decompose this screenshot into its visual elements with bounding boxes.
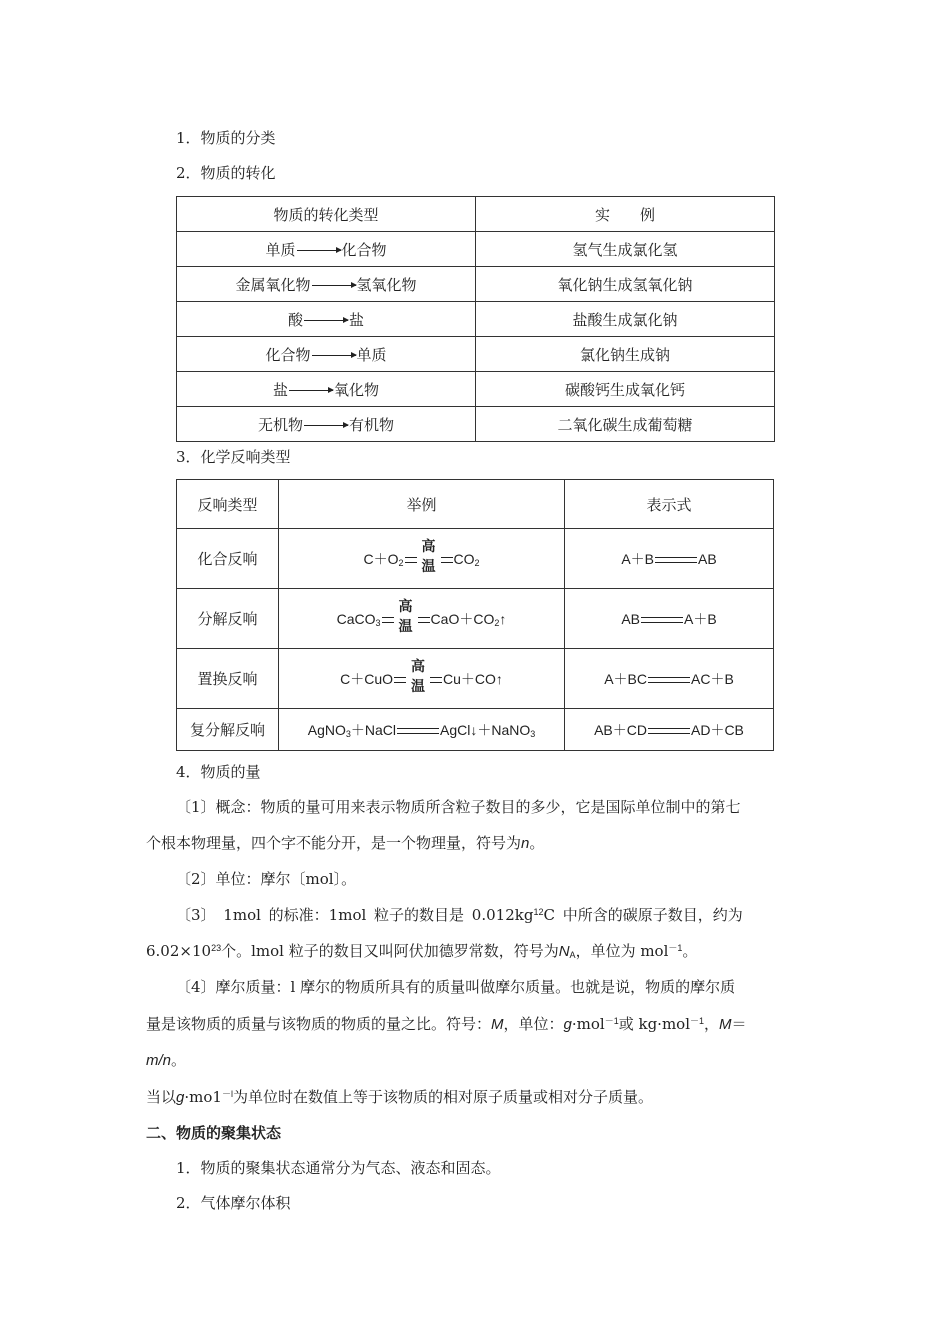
symbol: m/n bbox=[146, 1052, 172, 1069]
equals-condition-sign bbox=[394, 658, 442, 695]
equals-sign bbox=[648, 728, 690, 734]
example-cell: 氧化钠生成氢氧化钠 bbox=[476, 267, 775, 302]
subscript: 3 bbox=[530, 728, 536, 739]
conversion-type-cell bbox=[177, 372, 476, 407]
paragraph-standard-line2 bbox=[146, 940, 697, 961]
subscript: 3 bbox=[345, 728, 351, 739]
right-arrow-icon bbox=[312, 285, 356, 286]
expression-right: AC＋B bbox=[691, 670, 734, 687]
table-row bbox=[177, 529, 774, 589]
symbol: M bbox=[719, 1016, 732, 1033]
text: 为单位时在数值上等于该物质的相对原子质量或相对分子质量。 bbox=[232, 1088, 653, 1106]
expression-left: A＋B bbox=[621, 550, 654, 567]
equals-condition-sign bbox=[405, 538, 453, 575]
superscript: －l bbox=[221, 1089, 233, 1099]
expression-left: AB bbox=[621, 610, 640, 627]
paragraph-concept-line2 bbox=[146, 832, 544, 853]
example-cell: 氢气生成氯化氢 bbox=[476, 232, 775, 267]
text: ·mol bbox=[571, 1015, 605, 1033]
products: CaO＋CO bbox=[430, 610, 495, 627]
header-cell: 表示式 bbox=[565, 480, 774, 529]
paragraph-molar-mass-line3 bbox=[146, 1049, 186, 1070]
paragraph-concept-line1: 〔1〕概念：物质的量可用来表示物质所含粒子数目的多少，它是国际单位制中的第七 bbox=[176, 798, 741, 816]
subscript: A bbox=[569, 950, 576, 960]
heading-classification: 1．物质的分类 bbox=[176, 129, 276, 147]
equals-condition-sign bbox=[382, 598, 430, 635]
superscript: 12 bbox=[533, 907, 544, 917]
section-heading-aggregation: 二、物质的聚集状态 bbox=[146, 1124, 282, 1142]
text: 量是该物质的质量与该物质的物质的量之比。符号： bbox=[146, 1015, 492, 1033]
subscript: 2 bbox=[474, 557, 480, 568]
gas-arrow: ↑ bbox=[499, 610, 507, 627]
paragraph-unit: 〔2〕单位：摩尔〔mol〕。 bbox=[176, 870, 357, 888]
conversion-type-cell bbox=[177, 232, 476, 267]
conversion-type-cell bbox=[177, 407, 476, 442]
text: 个根本物理量，四个字不能分开，是一个物理量，符号为 bbox=[146, 834, 522, 852]
superscript: －1 bbox=[604, 1016, 619, 1026]
example-equation-cell bbox=[279, 589, 565, 649]
example-cell: 盐酸生成氯化钠 bbox=[476, 302, 775, 337]
paragraph-aggregation-states: 1．物质的聚集状态通常分为气态、液态和固态。 bbox=[176, 1159, 501, 1177]
from-text: 无机物 bbox=[257, 415, 303, 434]
right-arrow-icon bbox=[289, 390, 333, 391]
expression-left: AB＋CD bbox=[594, 721, 647, 738]
example-cell: 碳酸钙生成氧化钙 bbox=[476, 372, 775, 407]
table-row bbox=[177, 649, 774, 709]
right-arrow-icon bbox=[304, 425, 348, 426]
reactants-tail: ＋NaCl bbox=[350, 721, 396, 738]
expression-left: A＋BC bbox=[604, 670, 647, 687]
conversion-table bbox=[176, 196, 775, 442]
text: C 中所含的碳原子数目，约为 bbox=[543, 906, 743, 924]
products: Cu＋CO bbox=[443, 670, 496, 687]
conversion-type-cell bbox=[177, 302, 476, 337]
symbol: g bbox=[176, 1089, 185, 1106]
text: 。 bbox=[529, 834, 545, 852]
symbol: M bbox=[491, 1016, 504, 1033]
table-row bbox=[177, 337, 775, 372]
paragraph-molar-mass-line4 bbox=[146, 1086, 653, 1107]
header-cell: 物质的转化类型 bbox=[177, 197, 476, 232]
example-equation-cell bbox=[279, 709, 565, 751]
heading-conversion: 2．物质的转化 bbox=[176, 164, 276, 182]
heading-amount-of-substance: 4．物质的量 bbox=[176, 763, 261, 781]
heading-reaction-types: 3．化学反响类型 bbox=[176, 448, 291, 466]
text: ＝ bbox=[731, 1015, 747, 1033]
header-cell: 举例 bbox=[279, 480, 565, 529]
equals-sign bbox=[641, 617, 683, 623]
paragraph-molar-mass-line2 bbox=[146, 1013, 747, 1034]
equals-sign bbox=[397, 728, 439, 734]
example-cell: 二氧化碳生成葡萄糖 bbox=[476, 407, 775, 442]
heading-gas-molar-volume: 2．气体摩尔体积 bbox=[176, 1194, 291, 1212]
expression-right: AD＋CB bbox=[691, 721, 744, 738]
reaction-type-cell: 化合反响 bbox=[177, 529, 279, 589]
superscript: －1 bbox=[668, 943, 683, 953]
reaction-table bbox=[176, 479, 774, 751]
to-text: 单质 bbox=[356, 345, 387, 364]
table-header-row bbox=[177, 197, 775, 232]
condition-text: 高温 bbox=[417, 536, 441, 576]
subscript: 2 bbox=[398, 557, 404, 568]
table-row bbox=[177, 302, 775, 337]
table-row bbox=[177, 589, 774, 649]
to-text: 化合物 bbox=[341, 240, 387, 259]
equals-sign bbox=[655, 557, 697, 563]
reaction-type-cell: 置换反响 bbox=[177, 649, 279, 709]
subscript: 2 bbox=[494, 617, 500, 628]
products: AgCl↓＋NaNO bbox=[440, 721, 531, 738]
example-equation-cell bbox=[279, 649, 565, 709]
header-cell: 实 例 bbox=[476, 197, 775, 232]
gas-arrow: ↑ bbox=[495, 670, 503, 687]
equals-sign bbox=[648, 677, 690, 683]
text: ·mo1 bbox=[184, 1088, 222, 1106]
to-text: 氧化物 bbox=[334, 380, 380, 399]
reaction-type-cell: 复分解反响 bbox=[177, 709, 279, 751]
reactants: AgNO bbox=[307, 721, 346, 738]
symbol: n bbox=[521, 835, 530, 852]
conversion-type-cell bbox=[177, 337, 476, 372]
text: ，单位为 mol bbox=[575, 942, 669, 960]
paragraph-molar-mass-line1: 〔4〕摩尔质量：l 摩尔的物质所具有的质量叫做摩尔质量。也就是说，物质的摩尔质 bbox=[176, 978, 736, 996]
table-row bbox=[177, 372, 775, 407]
expression-right: A＋B bbox=[684, 610, 717, 627]
example-equation-cell bbox=[279, 529, 565, 589]
table-header-row bbox=[177, 480, 774, 529]
from-text: 酸 bbox=[287, 310, 303, 329]
example-cell: 氯化钠生成钠 bbox=[476, 337, 775, 372]
from-text: 单质 bbox=[265, 240, 296, 259]
right-arrow-icon bbox=[312, 355, 356, 356]
symbol: N bbox=[558, 943, 570, 960]
expression-cell bbox=[565, 589, 774, 649]
text: 或 kg·mol bbox=[618, 1015, 690, 1033]
expression-right: AB bbox=[698, 550, 717, 567]
text: 6.02×10 bbox=[146, 942, 212, 960]
products: CO bbox=[453, 550, 475, 567]
symbol: g bbox=[563, 1016, 572, 1033]
superscript: 23 bbox=[211, 943, 222, 953]
text: 个。lmol 粒子的数目又叫阿伏加德罗常数，符号为 bbox=[221, 942, 559, 960]
table-row bbox=[177, 232, 775, 267]
text: ， bbox=[704, 1015, 720, 1033]
superscript: －1 bbox=[690, 1016, 705, 1026]
text: 当以 bbox=[146, 1088, 177, 1106]
conversion-type-cell bbox=[177, 267, 476, 302]
right-arrow-icon bbox=[297, 250, 341, 251]
from-text: 金属氧化物 bbox=[235, 275, 311, 294]
text: 〔3〕 1mol 的标准：1mol 粒子的数目是 0.012kg bbox=[176, 906, 534, 924]
subscript: 3 bbox=[375, 617, 381, 628]
table-row bbox=[177, 407, 775, 442]
to-text: 盐 bbox=[349, 310, 365, 329]
expression-cell bbox=[565, 529, 774, 589]
reactants: CaCO bbox=[336, 610, 376, 627]
reactants: C＋O bbox=[363, 550, 399, 567]
expression-cell bbox=[565, 709, 774, 751]
text: 。 bbox=[171, 1051, 187, 1069]
condition-text: 高温 bbox=[406, 656, 430, 696]
from-text: 化合物 bbox=[265, 345, 311, 364]
reaction-type-cell: 分解反响 bbox=[177, 589, 279, 649]
table-row bbox=[177, 267, 775, 302]
expression-cell bbox=[565, 649, 774, 709]
text: 。 bbox=[682, 942, 698, 960]
table-row bbox=[177, 709, 774, 751]
right-arrow-icon bbox=[304, 320, 348, 321]
to-text: 氢氧化物 bbox=[356, 275, 417, 294]
header-cell: 反响类型 bbox=[177, 480, 279, 529]
reactants: C＋CuO bbox=[340, 670, 393, 687]
condition-text: 高温 bbox=[394, 596, 418, 636]
text: ，单位： bbox=[503, 1015, 564, 1033]
to-text: 有机物 bbox=[349, 415, 395, 434]
paragraph-standard-line1 bbox=[176, 904, 743, 925]
from-text: 盐 bbox=[272, 380, 288, 399]
